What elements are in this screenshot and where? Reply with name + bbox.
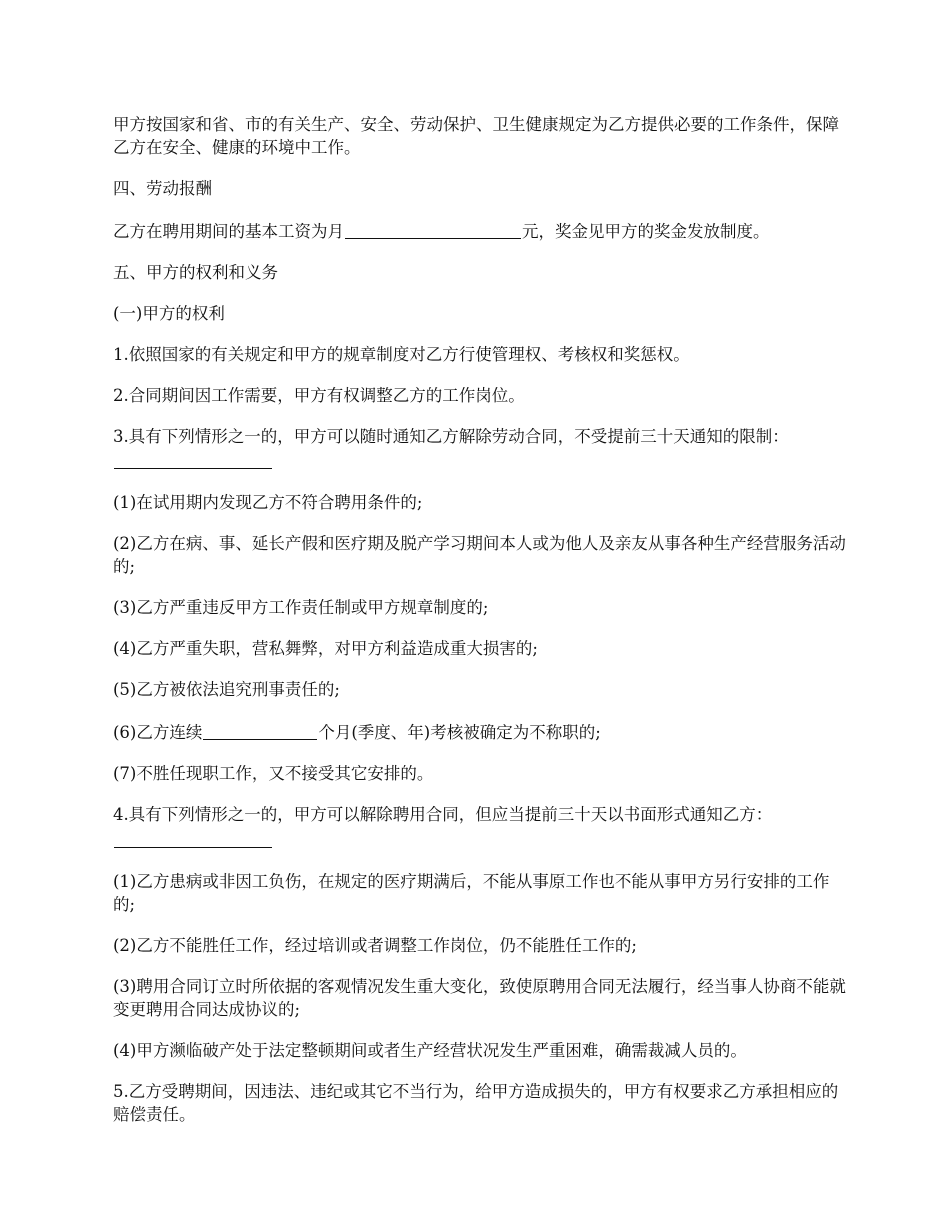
paragraph-right-2: 2.合同期间因工作需要，甲方有权调整乙方的工作岗位。 [113, 386, 525, 405]
condition-item-5: (5)乙方被依法追究刑事责任的; [113, 680, 340, 699]
paragraph-working-conditions: 甲方按国家和省、市的有关生产、安全、劳动保护、卫生健康规定为乙方提供必要的工作条件，保障乙方在安全、健康的环境中工作。 [113, 115, 839, 157]
section-heading-party-a-rights-duties: 五、甲方的权利和义务 [113, 263, 278, 282]
condition-item-1: (1)在试用期内发现乙方不符合聘用条件的; [113, 493, 423, 512]
dismissal-item-1: (1)乙方患病或非因工负伤，在规定的医疗期满后，不能从事原工作也不能从事甲方另行安排的工作的; [113, 872, 830, 914]
condition-item-2: (2)乙方在病、事、延长产假和医疗期及脱产学习期间本人或为他人及亲友从事各种生产经营服务活动的; [113, 534, 846, 576]
right-3-blank-field[interactable] [114, 450, 272, 469]
right-4-text: 4.具有下列情形之一的，甲方可以解除聘用合同，但应当提前三十天以书面形式通知乙方： [113, 805, 773, 824]
paragraph-right-5: 5.乙方受聘期间，因违法、违纪或其它不当行为，给甲方造成损失的，甲方有权要求乙方承担相应的赔偿责任。 [113, 1082, 839, 1124]
dismissal-item-4: (4)甲方濒临破产处于法定整顿期间或者生产经营状况发生严重困难，确需裁减人员的。 [113, 1041, 747, 1060]
salary-text-before: 乙方在聘用期间的基本工资为月 [113, 222, 344, 241]
document-body [113, 113, 848, 1144]
condition-6-text-before: (6)乙方连续 [113, 723, 203, 742]
condition-item-3: (3)乙方严重违反甲方工作责任制或甲方规章制度的; [113, 598, 489, 617]
paragraph-right-4 [113, 803, 848, 852]
paragraph-salary [113, 218, 848, 243]
condition-item-4: (4)乙方严重失职，营私舞弊，对甲方利益造成重大损害的; [113, 639, 538, 658]
right-4-blank-line [113, 827, 848, 852]
salary-blank-field[interactable] [345, 220, 521, 239]
salary-text-after: 元，奖金见甲方的奖金发放制度。 [522, 222, 770, 241]
right-3-text: 3.具有下列情形之一的，甲方可以随时通知乙方解除劳动合同，不受提前三十天通知的限制： [113, 427, 789, 446]
right-4-blank-field[interactable] [114, 829, 272, 848]
condition-item-6 [113, 719, 848, 744]
subsection-heading-party-a-rights: (一)甲方的权利 [113, 304, 225, 323]
condition-item-7: (7)不胜任现职工作，又不接受其它安排的。 [113, 764, 434, 783]
paragraph-right-3 [113, 425, 848, 473]
section-heading-remuneration: 四、劳动报酬 [113, 179, 212, 198]
dismissal-item-2: (2)乙方不能胜任工作，经过培训或者调整工作岗位，仍不能胜任工作的; [113, 936, 637, 955]
condition-6-text-after: 个月(季度、年)考核被确定为不称职的; [318, 723, 601, 742]
months-blank-field[interactable] [203, 721, 317, 740]
paragraph-right-1: 1.依照国家的有关规定和甲方的规章制度对乙方行使管理权、考核权和奖惩权。 [113, 345, 690, 364]
dismissal-item-3: (3)聘用合同订立时所依据的客观情况发生重大变化，致使原聘用合同无法履行，经当事人协商不能就变更聘用合同达成协议的; [113, 977, 846, 1019]
